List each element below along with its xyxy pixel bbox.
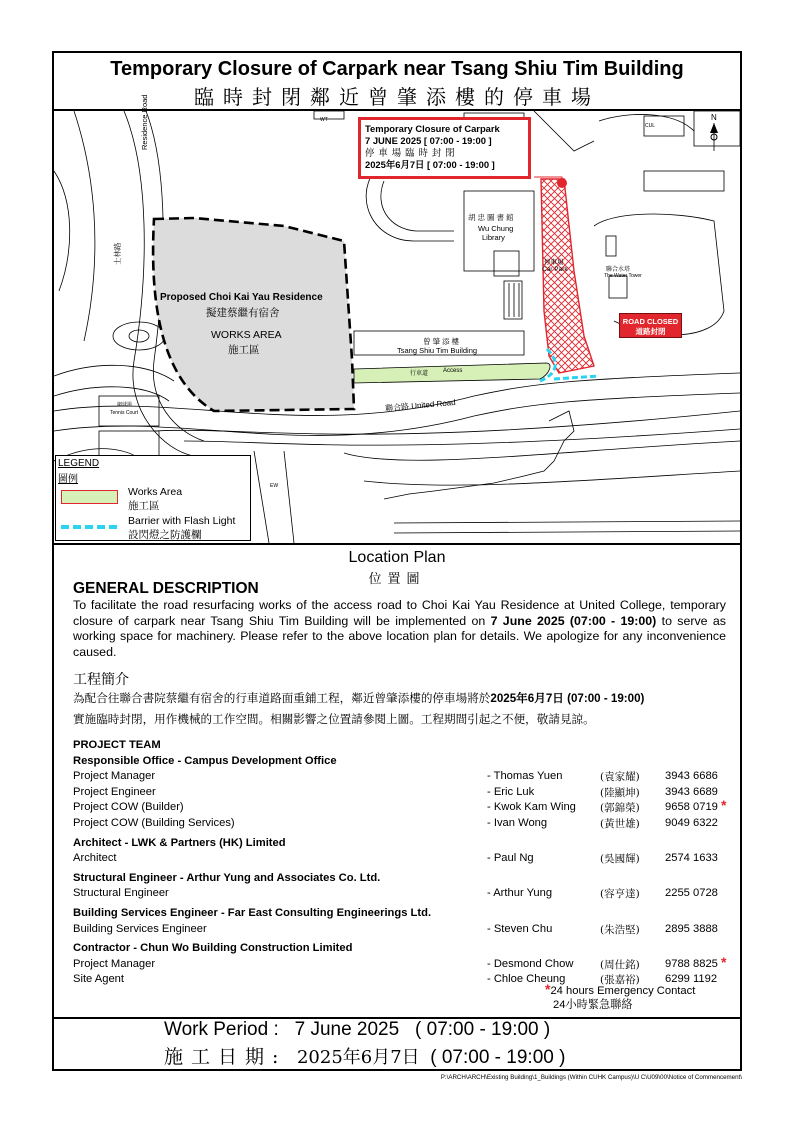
team-group-title: Architect - LWK & Partners (HK) Limited	[73, 836, 286, 849]
member-name-zh: (黃世雄)	[600, 817, 640, 830]
road-closed-sign	[619, 313, 682, 338]
emergency-star: *	[721, 797, 727, 814]
member-name: - Eric Luk	[487, 785, 535, 798]
member-name: - Thomas Yuen	[487, 770, 563, 783]
general-description-heading: GENERAL DESCRIPTION	[73, 580, 259, 597]
north-label: N	[711, 113, 717, 122]
member-role: Site Agent	[73, 973, 125, 986]
ew-label: EW	[270, 483, 279, 489]
member-role: Structural Engineer	[73, 887, 169, 900]
tsang-building-zh-label: 曾肇添樓	[423, 337, 461, 346]
library-en-label: Wu Chung	[478, 224, 514, 233]
water-tower-en-label: The Water Tower	[604, 273, 642, 279]
title-block	[52, 51, 742, 111]
legend-barrier-zh-label: 設閃燈之防護欄	[128, 529, 202, 541]
general-description-text	[73, 598, 726, 661]
team-group-title: Contractor - Chun Wo Building Construction Limited	[73, 942, 353, 955]
work-period-date-zh: 2025年6月7日	[296, 1047, 420, 1068]
zh-desc-date: 2025年6月7日 (07:00 - 19:00)	[490, 692, 645, 705]
member-name: - Kwok Kam Wing	[487, 801, 576, 814]
project-team	[73, 738, 733, 988]
library-zh-label: 胡忠圖書館	[468, 213, 516, 222]
member-role: Project Manager	[73, 770, 156, 783]
team-member-row	[73, 797, 733, 816]
page-title: Temporary Closure of Carpark near Tsang Shiu Tim Building	[110, 58, 684, 80]
carpark-zh-label: 停車場	[544, 259, 564, 266]
zh-desc-part2: 實施臨時封閉，用作機械的工作空間。相關影響之位置請參閱上圖。工程期間引起之不便，敬請見諒。	[73, 713, 595, 726]
work-period	[52, 1019, 742, 1071]
member-name-zh: (朱浩堅)	[600, 923, 640, 936]
water-tower-zh-label: 聯合水塔	[606, 267, 631, 273]
legend-barrier-label: Barrier with Flash Light	[128, 515, 236, 527]
member-phone: 6299 1192	[665, 973, 718, 986]
tennis-court-label: Tennis Court	[110, 410, 139, 416]
member-role: Project COW (Building Services)	[73, 816, 235, 829]
member-name: - Arthur Yung	[487, 887, 553, 900]
member-name-zh: (陸顯坤)	[600, 786, 640, 799]
map-legend	[55, 455, 251, 541]
emergency-star: *	[545, 981, 551, 997]
member-name-zh: (周仕銘)	[600, 958, 640, 971]
team-member-row	[73, 785, 733, 801]
desc-part2: to serve as working space for machinery. Please refer to the above location plan for details. We apologize for any inconvenience caused.	[73, 613, 726, 660]
work-period-label-zh: 施工日期:	[164, 1046, 287, 1068]
member-name: - Desmond Chow	[487, 957, 574, 970]
member-phone: 3943 6686	[665, 770, 718, 783]
member-name: - Paul Ng	[487, 852, 534, 865]
emergency-star: *	[721, 953, 727, 970]
map-divider	[52, 543, 742, 545]
project-team-heading: PROJECT TEAM	[73, 739, 161, 751]
legend-works-zh-label: 施工區	[128, 500, 160, 512]
team-group-title: Structural Engineer - Arthur Yung and Associates Co. Ltd.	[73, 871, 381, 884]
member-name: - Chloe Cheung	[487, 973, 566, 986]
member-role: Project Manager	[73, 957, 156, 970]
emergency-label: 24 hours Emergency Contact	[550, 985, 696, 997]
member-phone: 9788 8825	[665, 957, 718, 970]
member-phone: 9658 0719	[665, 801, 718, 814]
barrier-swatch	[61, 525, 117, 529]
callout-date-zh: 2025年6月7日 [ 07:00 - 19:00 ]	[365, 159, 495, 170]
member-phone: 9049 6322	[665, 816, 718, 829]
residence-road-label: Residence Road	[140, 94, 149, 150]
member-name: - Ivan Wong	[487, 816, 548, 829]
emergency-note	[545, 982, 695, 1012]
works-area-swatch	[61, 490, 118, 504]
member-phone: 2574 1633	[665, 852, 718, 865]
zh-description-heading: 工程簡介	[73, 671, 129, 687]
team-group-title: Responsible Office - Campus Development Office	[73, 754, 337, 767]
member-name-zh: (袁家耀)	[600, 771, 640, 784]
work-period-zh-row	[164, 1042, 565, 1069]
zh-desc-part1: 為配合往聯合書院蔡繼有宿舍的行車道路面重鋪工程，鄰近曾肇添樓的停車場將於	[73, 692, 491, 705]
team-member-row	[73, 851, 733, 867]
member-role: Project COW (Builder)	[73, 801, 184, 814]
team-member-row	[73, 769, 733, 785]
work-period-label: Work Period :	[164, 1019, 279, 1040]
work-period-time-zh: ( 07:00 - 19:00 )	[419, 1047, 566, 1068]
legend-works-label: Works Area	[128, 486, 183, 498]
work-period-en-row	[164, 1019, 550, 1041]
team-member-row	[73, 922, 733, 938]
member-name-zh: (容亨達)	[600, 888, 640, 901]
member-phone: 2895 3888	[665, 922, 718, 935]
member-name: - Steven Chu	[487, 922, 553, 935]
member-name-zh: (吳國輝)	[600, 853, 640, 866]
team-member-row	[73, 886, 733, 902]
desc-date: 7 June 2025 (07:00 - 19:00)	[490, 613, 657, 628]
works-area-zh-label: 施工區	[228, 344, 260, 356]
location-plan-title-zh: 位置圖	[368, 572, 426, 587]
road-closed-label: ROAD CLOSED	[622, 317, 679, 326]
legend-title-zh: 圖例	[58, 474, 78, 485]
location-plan-title: Location Plan	[348, 549, 446, 566]
callout-title-zh: 停車場臨時封閉	[365, 147, 459, 158]
member-phone: 3943 6689	[665, 785, 718, 798]
member-phone: 2255 0728	[665, 887, 718, 900]
member-name-zh: (郭錦榮)	[600, 802, 640, 815]
library-en2-label: Library	[482, 233, 505, 242]
works-area-label: WORKS AREA	[211, 329, 282, 341]
team-groups	[73, 754, 733, 988]
road-closed-zh-label: 道路封閉	[635, 327, 666, 336]
access-zh-label: 行車道	[410, 371, 429, 377]
member-role: Architect	[73, 852, 117, 865]
member-role: Project Engineer	[73, 785, 156, 798]
page-title-zh: 臨時封閉鄰近曾肇添樓的停車場	[194, 85, 600, 109]
work-period-value: 7 June 2025 ( 07:00 - 19:00 )	[294, 1019, 551, 1040]
desc-part1: To facilitate the road resurfacing works of the access road to Choi Kai Yau Residence at United College, temporary closure of carpark near Tsang Shiu Tim Building will be implemented on	[73, 598, 726, 628]
emergency-label-zh: 24小時緊急聯絡	[553, 999, 633, 1011]
cul-label: CUL	[645, 123, 656, 129]
residence-road-zh-label: 士林路	[113, 242, 122, 265]
callout-date: 7 JUNE 2025 [ 07:00 - 19:00 ]	[365, 135, 492, 146]
member-role: Building Services Engineer	[73, 922, 207, 935]
tsang-building-label: Tsang Shiu Tim Building	[397, 346, 478, 355]
legend-title: LEGEND	[58, 458, 100, 469]
team-group-title: Building Services Engineer - Far East Consulting Engineerings Ltd.	[73, 906, 432, 919]
united-road-label: 聯合路 United Road	[384, 397, 456, 414]
team-member-row	[73, 953, 733, 973]
access-label: Access	[443, 368, 463, 374]
file-path-footer: P:\ARCH\ARCH\Existing Building\1_Buildings (Within CUHK Campus)\U C\U09\00\Notice of Commencement\	[440, 1074, 742, 1081]
callout-title: Temporary Closure of Carpark	[365, 123, 500, 134]
tennis-court-zh-label: 網球場	[117, 402, 133, 408]
zh-description-text	[73, 688, 733, 730]
member-name-zh: (張嘉裕)	[600, 974, 640, 987]
carpark-en-label: Car Park	[542, 266, 568, 273]
team-member-row	[73, 816, 733, 832]
proposed-residence-zh-label: 擬建蔡繼有宿舍	[206, 307, 280, 319]
closure-callout	[358, 117, 531, 179]
wt-label: WT	[320, 117, 328, 123]
proposed-residence-label: Proposed Choi Kai Yau Residence	[160, 292, 323, 303]
